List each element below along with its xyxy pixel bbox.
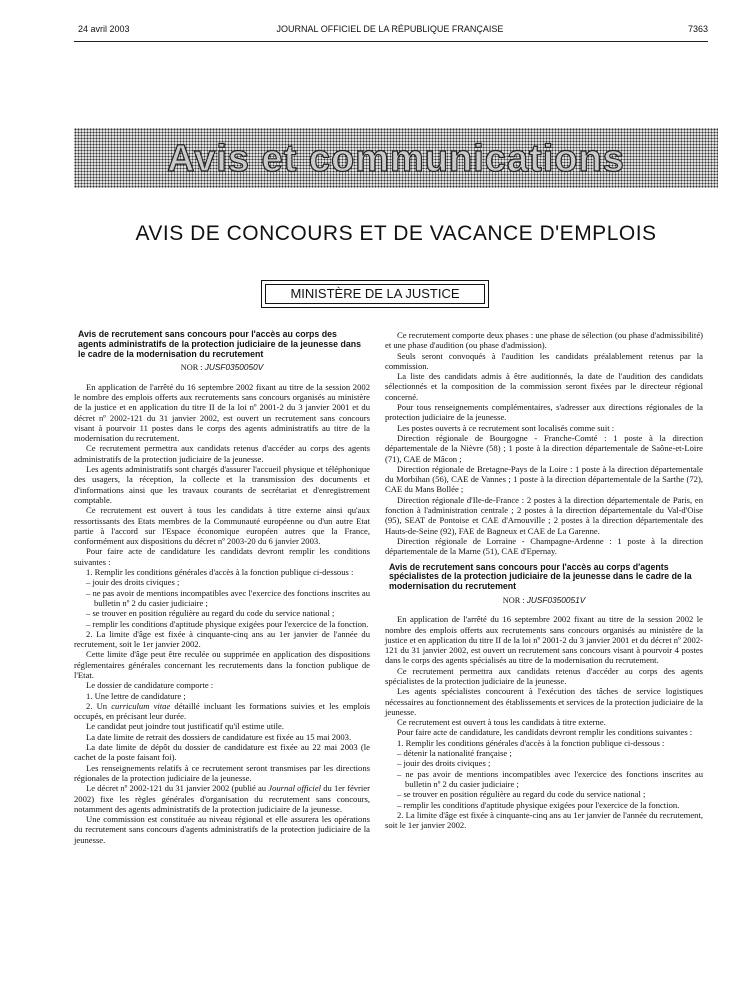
banner-title: Avis et communications bbox=[167, 138, 625, 180]
paragraph: Direction régionale de Lorraine - Champagne-Ardenne : 1 poste à la direction départementale de la Marne (51), CAE d'Epernay. bbox=[385, 535, 703, 557]
paragraph: En application de l'arrêté du 16 septembre 2002 fixant au titre de la session 2002 le nombre des emplois offerts aux recrutements sans concours organisés au ministère de la justice et en application du titre II de la loi nº 2001-2 du 3 janvier 2001 et du décret nº 2002-121 du 31 janvier 2002, est ouvert un recrutement sans concours visant à pourvoir 4 postes dans le corps des agents spécialisés au titre de la modernisation du recrutement. bbox=[385, 614, 703, 666]
list-item: – jouir des droits civiques ; bbox=[74, 577, 370, 587]
paragraph: Une commission est constituée au niveau régional et elle assurera les opérations du recrutement sans concours d'agents administratifs de la protection judiciaire de la jeunesse. bbox=[74, 814, 370, 845]
section2-title: Avis de recrutement sans concours pour l'accès au corps d'agents spécialistes de la protection judiciaire de la jeunesse dans le cadre de la modernisation du recrutement bbox=[389, 561, 692, 592]
list-item: – jouir des droits civiques ; bbox=[385, 758, 703, 768]
paragraph: Les renseignements relatifs à ce recrutement seront transmises par les directions régionales de la protection judiciaire de la jeunesse. bbox=[74, 762, 370, 783]
list-item: – ne pas avoir de mentions incompatibles avec l'exercice des fonctions inscrites au bulletin nº 2 du casier judiciaire ; bbox=[74, 588, 370, 609]
text-run: Le décret nº 2002-121 du 31 janvier 2002 (publié au bbox=[86, 783, 269, 794]
paragraph: Direction régionale de Bretagne-Pays de la Loire : 1 poste à la direction départementale du Morbihan (56), CAE de Vannes ; 1 poste à la direction départementale de la Sarthe (72), CAE du Mans Bollée ; bbox=[385, 463, 703, 495]
paragraph bbox=[74, 701, 370, 722]
list-item: – remplir les conditions d'aptitude physique exigées pour l'exercice de la fonction. bbox=[385, 800, 703, 810]
paragraph: Ce recrutement est ouvert à tous les candidats à titre externe. bbox=[397, 717, 606, 728]
main-heading: AVIS DE CONCOURS ET DE VACANCE D'EMPLOIS bbox=[135, 222, 657, 245]
paragraph: 2. La limite d'âge est fixée à cinquante-cinq ans au 1er janvier de l'année du recrutement, soit le 1er janvier 2002. bbox=[74, 628, 370, 650]
paragraph: La date limite de dépôt du dossier de candidature est fixée au 22 mai 2003 (le cachet de la poste faisant foi). bbox=[74, 742, 370, 763]
paragraph: Les agents spécialistes concourent à l'exécution des tâches de service logistiques nécessaires au fonctionnement des établissements et services de la protection judiciaire de la jeunesse. bbox=[385, 686, 703, 717]
list-item: – ne pas avoir de mentions incompatibles avec l'exercice des fonctions inscrites au bulletin nº 2 du casier judiciaire ; bbox=[385, 769, 703, 790]
nor-code: JUSF0350051V bbox=[526, 594, 586, 605]
paragraph: 1. Une lettre de candidature ; bbox=[86, 690, 186, 701]
paragraph: Le dossier de candidature comporte : bbox=[86, 680, 214, 691]
paragraph: En application de l'arrêté du 16 septembre 2002 fixant au titre de la session 2002 le nombre des emplois offerts aux recrutements sans concours organisés au ministère de la justice et en application du titre II de la loi nº 2001-2 du 3 janvier 2001 et du décret nº 2002-121 du 31 janvier 2002, est ouvert un recrutement sans concours visant à pourvoir 11 postes dans le corps des agents administratifs au titre de la modernisation du recrutement. bbox=[74, 381, 370, 444]
paragraph: Direction régionale de Bourgogne - Franche-Comté : 1 poste à la direction départementale de la Nièvre (58) ; 1 poste à la direction départementale de Saône-et-Loire (71), CAE de Mâcon ; bbox=[385, 432, 703, 464]
page-header bbox=[72, 24, 708, 38]
conditions-list bbox=[385, 748, 703, 810]
journal-title: JOURNAL OFFICIEL DE LA RÉPUBLIQUE FRANÇAISE bbox=[276, 24, 504, 34]
ministry-box bbox=[261, 280, 489, 308]
section2-nor bbox=[385, 595, 703, 606]
list-item: – détenir la nationalité française ; bbox=[385, 748, 703, 758]
text-run: détaillé incluant les formations suivies et les emplois occupés, en précisant leur durée. bbox=[74, 700, 370, 722]
paragraph bbox=[74, 783, 370, 814]
header-rule bbox=[74, 41, 708, 42]
nor-label: NOR : bbox=[180, 363, 203, 373]
paragraph: Ce recrutement comporte deux phases : une phase de sélection (ou phase d'admissibilité) et une phase d'audition (ou phase d'admission). bbox=[385, 330, 703, 351]
paragraph: Seuls seront convoqués à l'audition les candidats préalablement retenus par la commission. bbox=[385, 350, 703, 371]
paragraph: Ce recrutement permettra aux candidats retenus d'accéder au corps des agents administratifs de la protection judiciaire de la jeunesse. bbox=[74, 443, 370, 464]
left-column bbox=[74, 330, 370, 845]
paragraph: Les agents administratifs sont chargés d'assurer l'accueil physique et téléphonique des usagers, la réception, la collecte et la transmission des documents et d'informations ainsi que les travaux courants de secrétariat et d'enregistrement comptable. bbox=[74, 464, 370, 505]
paragraph: Pour tous renseignements complémentaires, s'adresser aux directions régionales de la protection judiciaire de la jeunesse. bbox=[385, 402, 703, 423]
text-run-italic: curriculum vitae bbox=[111, 700, 171, 711]
paragraph: 2. La limite d'âge est fixée à cinquante-cinq ans au 1er janvier de l'année du recrutement, soit le 1er janvier 2002. bbox=[385, 809, 703, 831]
paragraph: Pour faire acte de candidature les candidats devront remplir les conditions suivantes : bbox=[74, 546, 370, 567]
paragraph: 1. Remplir les conditions générales d'accès à la fonction publique ci-dessous : bbox=[86, 567, 354, 578]
paragraph: La liste des candidats admis à être auditionnés, la date de l'audition des candidats sélectionnés et la composition de la commission seront fixées par le directeur régional concerné. bbox=[385, 371, 703, 402]
page-number: 7363 bbox=[687, 24, 708, 34]
paragraph: Le candidat peut joindre tout justificatif qu'il estime utile. bbox=[86, 721, 284, 732]
paragraph: Ce recrutement est ouvert à tous les candidats à titre externe ainsi qu'aux ressortissants des Etats membres de la Communauté européenne ou d'un autre Etat partie à l'accord sur l'Espace économique européen autres que la France, conformément aux dispositions du décret nº 2003-20 du 6 janvier 2003. bbox=[74, 505, 370, 547]
nor-code: JUSF0350050V bbox=[204, 362, 264, 373]
paragraph: Les postes ouverts à ce recrutement sont localisés comme suit : bbox=[397, 422, 615, 433]
section-banner bbox=[74, 128, 718, 188]
paragraph: Cette limite d'âge peut être reculée ou supprimée en application des dispositions réglementaires générales concernant les recrutements dans la fonction publique de l'Etat. bbox=[74, 649, 370, 680]
text-run-italic: Journal officiel bbox=[268, 783, 322, 794]
list-item: – se trouver en position régulière au regard du code du service national ; bbox=[385, 789, 703, 799]
paragraph: Direction régionale d'Ile-de-France : 2 postes à la direction départementale de Paris, en fonction à l'administration centrale ; 2 postes à la direction départementale du Val-d'Oise (95), SEAT de Pontoise et CAE d'Arnouville ; 2 postes à la direction départementale des Hauts-de-Seine (92), FAE de Bagneux et CAE de La Garenne. bbox=[385, 494, 703, 536]
paragraph: Ce recrutement permettra aux candidats retenus d'accéder au corps des agents spécialistes de la protection judiciaire de la jeunesse. bbox=[385, 665, 703, 686]
right-column bbox=[385, 330, 703, 830]
section1-title: Avis de recrutement sans concours pour l'accès au corps des agents administratifs de la protection judiciaire de la jeunesse dans le cadre de la modernisation du recrutement bbox=[78, 329, 362, 359]
list-item: – remplir les conditions d'aptitude physique exigées pour l'exercice de la fonction. bbox=[74, 619, 370, 629]
nor-label: NOR : bbox=[502, 595, 525, 605]
list-item: – se trouver en position régulière au regard du code du service national ; bbox=[74, 608, 370, 618]
paragraph: La date limite de retrait des dossiers de candidature est fixée au 15 mai 2003. bbox=[86, 731, 352, 742]
ministry-title: MINISTÈRE DE LA JUSTICE bbox=[290, 286, 460, 301]
text-run: du 1er février 2002) fixe les règles générales d'organisation du recrutement sans concours, notamment des agents administratifs de la protection judiciaire de la jeunesse. bbox=[74, 783, 370, 814]
text-run: 2. Un bbox=[86, 700, 112, 711]
conditions-list bbox=[74, 577, 370, 628]
paragraph: 1. Remplir les conditions générales d'accès à la fonction publique ci-dessous : bbox=[397, 737, 665, 748]
paragraph: Pour faire acte de candidature, les candidats devront remplir les conditions suivantes : bbox=[397, 727, 693, 738]
section1-nor bbox=[74, 362, 370, 373]
header-date: 24 avril 2003 bbox=[78, 24, 130, 34]
